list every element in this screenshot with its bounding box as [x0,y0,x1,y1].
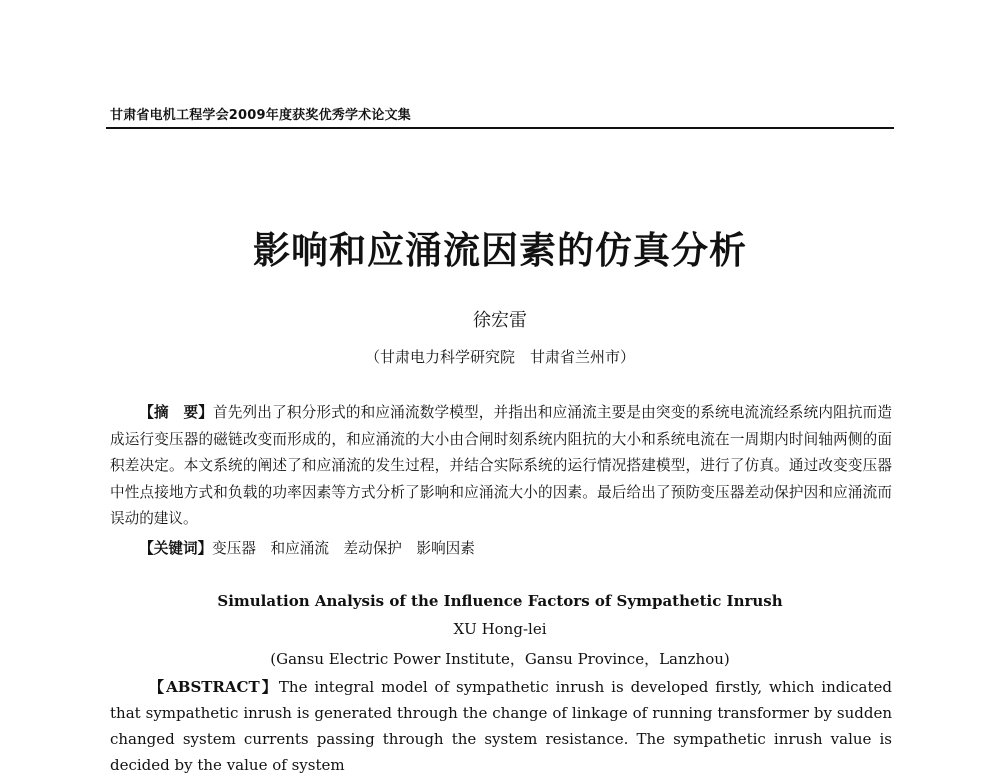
keywords [110,537,892,558]
english-abstract-label: 【ABSTRACT】 [149,678,279,696]
abstract-text: 首先列出了积分形式的和应涌流数学模型，并指出和应涌流主要是由突变的系统电流流经系统内阻抗而造成运行变压器的磁链改变而形成的，和应涌流的大小由合闸时刻系统内阻抗的大小和系统电流在一周期内时间轴两侧的面积差决定。本文系统的阐述了和应涌流的发生过程，并结合实际系统的运行情况搭建模型，进行了仿真。通过改变变压器中性点接地方式和负载的功率因素等方式分析了影响和应涌流大小的因素。最后给出了预防变压器差动保护因和应涌流而误动的建议。 [110,404,892,527]
english-author: XU Hong-lei [453,620,547,638]
running-head: 甘肃省电机工程学会2009年度获奖优秀学术论文集 [110,108,411,123]
keywords-text: 变压器 和应涌流 差动保护 影响因素 [212,540,475,557]
author-name: 徐宏雷 [473,310,527,331]
abstract-english [110,674,892,778]
header-rule [106,127,894,129]
abstract-chinese [110,400,892,533]
english-affiliation: (Gansu Electric Power Institute，Gansu Province，Lanzhou) [270,650,730,668]
english-abstract-text: The integral model of sympathetic inrush is developed firstly, which indicated that sympathetic inrush is generated through the change of linkage of running transformer by sudden changed system currents passing through the system resistance. The sympathetic inrush value is decided by the value of system [110,678,892,774]
abstract-label: 【摘 要】 [139,404,214,421]
author-affiliation: （甘肃电力科学研究院 甘肃省兰州市） [364,348,635,366]
paper-title: 影响和应涌流因素的仿真分析 [253,228,747,272]
english-title: Simulation Analysis of the Influence Factors of Sympathetic Inrush [217,592,783,610]
keywords-label: 【关键词】 [139,540,213,557]
